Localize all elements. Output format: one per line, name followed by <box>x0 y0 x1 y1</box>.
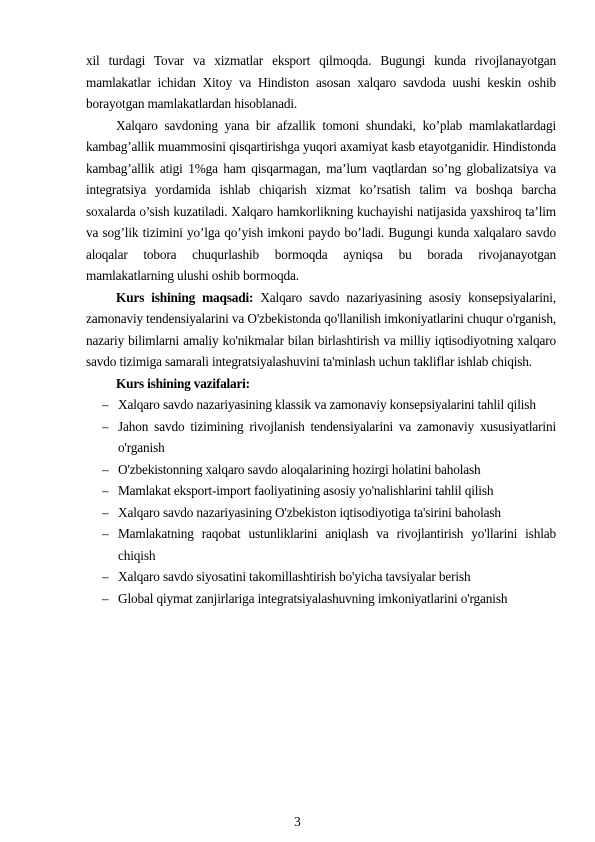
dash-bullet: – <box>102 418 109 434</box>
document-page <box>86 50 556 609</box>
page-number: 3 <box>294 814 301 829</box>
dash-bullet: – <box>102 526 109 541</box>
task-item: – Mamlakat eksport-import faoliyatining asosiy yo'nalishlarini tahlil qilish <box>86 480 556 502</box>
task-item: – Xalqaro savdo siyosatini takomillashtirish bo'yicha tavsiyalar berish <box>86 566 556 588</box>
task-item: – Xalqaro savdo nazariyasining klassik va zamonaviy konsepsiyalarini tahlil qilish <box>86 394 556 416</box>
task-item: – Xalqaro savdo nazariyasining O'zbekiston iqtisodiyotiga ta'sirini baholash <box>86 502 556 524</box>
task-item: – O'zbekistonning xalqaro savdo aloqalarining hozirgi holatini baholash <box>86 459 556 481</box>
paragraph-goal <box>86 287 556 373</box>
tasks-heading: Kurs ishining vazifalari: <box>116 375 250 391</box>
dash-bullet: – <box>102 590 109 606</box>
dash-bullet: – <box>102 483 109 498</box>
task-item: – Global qiymat zanjirlariga integratsiyalashuvning imkoniyatlarini o'rganish <box>86 588 556 610</box>
paragraph-advantages: Xalqaro savdoning yana bir afzallik tomoni shundaki, ko’plab mamlakatlardagi kambag’allik muammosini qisqartirishga yuqori axamiyat kasb etayotganidir. Hindistonda kambag’allik atigi 1%ga ham qisqarmagan, ma’lum vaqtlardan so’ng globalizatsiya va integratsiya yordamida ishlab chiqarish xizmat ko’rsatish talim va boshqa barcha soxalarda o’sish kuzatiladi. Xalqaro hamkorlikning kuchayishi natijasida yaxshiroq ta’lim va sog’lik tizimini yo’lga qo’yish imkoni paydo bo’ladi. Bugungi kunda xalqalaro savdo aloqalar tobora chuqurlashib bormoqda ayniqsa bu borada rivojanayotgan mamlakatlarning ulushi oshib bormoqda. <box>86 117 556 283</box>
dash-bullet: – <box>102 569 109 584</box>
paragraph-intro: xil turdagi Tovar va xizmatlar eksport qilmoqda. Bugungi kunda rivojlanayotgan mamlakatlar ichidan Xitoy va Hindiston asosan xalqaro savdoda uushi keskin oshib borayotgan mamlakatlardan hisoblanadi. <box>86 53 556 111</box>
task-item: – Mamlakatning raqobat ustunliklarini aniqlash va rivojlantirish yo'llarini ishlab chiqish <box>86 523 556 566</box>
task-item: – Jahon savdo tizimining rivojlanish tendensiyalarini va zamonaviy xususiyatlarini o'rganish <box>86 416 556 459</box>
goal-label: Kurs ishining maqsadi: <box>116 289 254 305</box>
tasks-list <box>86 394 556 609</box>
dash-bullet: – <box>102 397 109 412</box>
goal-text: Xalqaro savdo nazariyasining asosiy konsepsiyalarini, zamonaviy tendensiyalarini va O'zbekistonda qo'llanilish imkoniyatlarini chuqur o'rganish, nazariy bilimlarni amaliy ko'nikmalar bilan birlashtirish va milliy iqtisodiyotning xalqaro savdo tizimiga samarali integratsiyalashuvini ta'minlash uchun takliflar ishlab chiqish. <box>86 289 557 369</box>
dash-bullet: – <box>102 504 109 520</box>
dash-bullet: – <box>102 461 109 477</box>
